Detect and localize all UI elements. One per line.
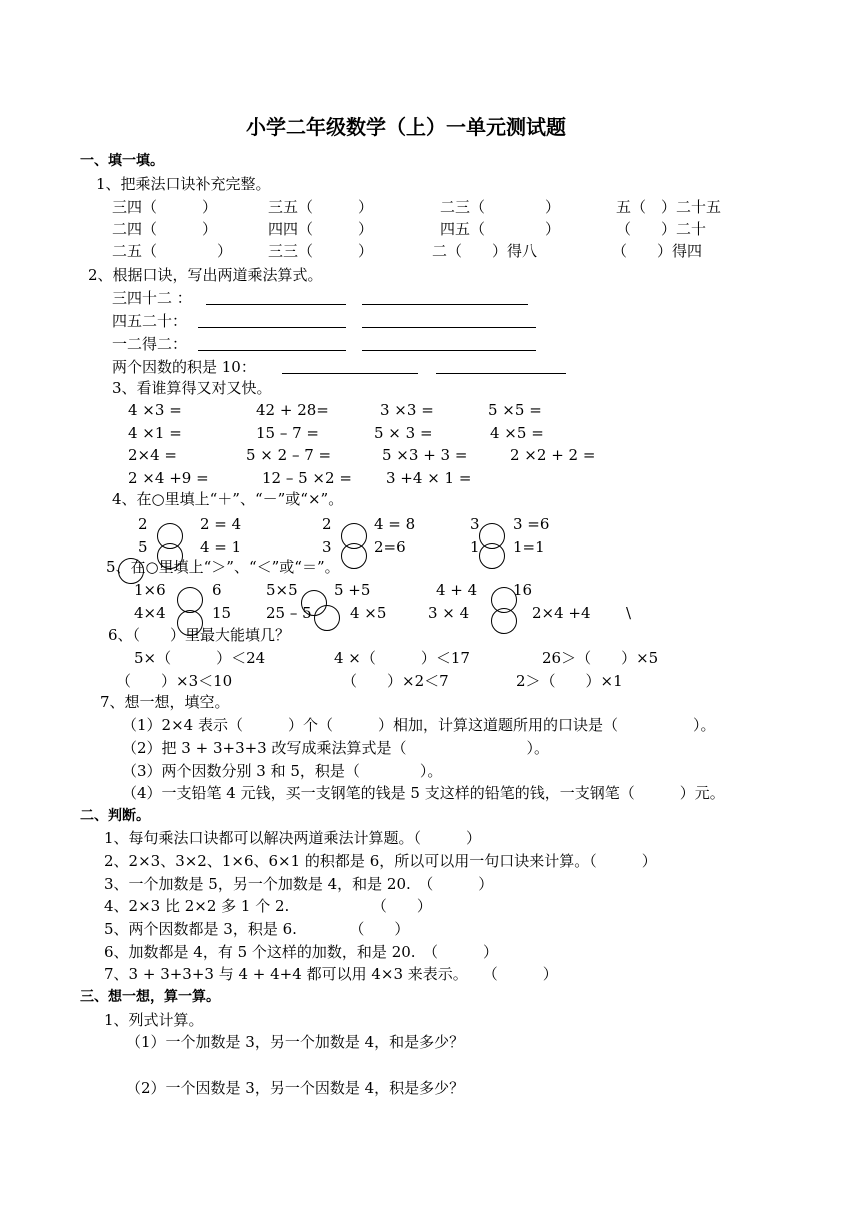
compare-item: 25 – 5: [266, 604, 312, 622]
section-heading-judge: 二、判断。: [80, 808, 150, 824]
compare-item: 4 ×5: [350, 604, 387, 622]
judge-item: 7、3 + 3+3+3 与 4 + 4+4 都可以用 4×3 来表示。 （ ）: [104, 965, 558, 983]
q2-row-label: 三四十二 ：: [112, 289, 192, 307]
compare-item: 16: [513, 581, 533, 599]
operand: 3 =6: [513, 515, 550, 533]
q2-row-label: 四五二十：: [112, 312, 188, 330]
operand: 3: [322, 538, 332, 556]
q1-cell: （ ）二十: [616, 220, 707, 238]
compare-circle[interactable]: [491, 608, 517, 634]
operand: 5: [138, 538, 148, 556]
operand: 1: [470, 538, 480, 556]
answer-line[interactable]: [436, 373, 566, 374]
compare-item: 1×6: [134, 581, 166, 599]
q6-item: （ ）×2＜7: [342, 672, 449, 690]
compare-item: 5×5: [266, 581, 298, 599]
judge-item: 2、2×3、3×2、1×6、6×1 的积都是 6，所以可以用一句口诀来计算。（ ）: [104, 852, 657, 870]
q1-cell: 四五（ ）: [440, 220, 561, 238]
operand: 2=6: [374, 538, 406, 556]
arith-item: 12 – 5 ×2 =: [262, 469, 352, 487]
arith-item: 42 + 28=: [256, 401, 329, 419]
q1-cell: 三四（ ）: [112, 198, 218, 216]
answer-line[interactable]: [198, 327, 346, 328]
judge-item: 1、每句乘法口诀都可以解决两道乘法计算题。（ ）: [104, 829, 482, 847]
q5-label: 5、在○里填上“＞”、“＜”或“＝”。: [106, 558, 340, 576]
q2-label: 2、根据口诀，写出两道乘法算式。: [88, 266, 323, 284]
judge-item: 3、一个加数是 5，另一个加数是 4，和是 20. （ ）: [104, 875, 494, 893]
q1-cell: 二五（ ）: [112, 242, 233, 260]
judge-item: 5、两个因数都是 3，积是 6. （ ）: [104, 920, 410, 938]
q1-cell: 二四（ ）: [112, 220, 218, 238]
arith-item: 5 × 3 =: [374, 424, 433, 442]
arith-item: 3 +4 × 1 =: [386, 469, 472, 487]
q7-item: （4）一支铅笔 4 元钱，买一支钢笔的钱是 5 支这样的铅笔的钱，一支钢笔（ ）元。: [122, 784, 725, 802]
word-problem: （1）一个加数是 3，另一个加数是 4，和是多少？: [126, 1033, 465, 1051]
page-title: 小学二年级数学（上）一单元测试题: [246, 115, 566, 139]
answer-line[interactable]: [362, 350, 536, 351]
compare-item: 5 +5: [334, 581, 371, 599]
judge-item: 4、2×3 比 2×2 多 1 个 2. （ ）: [104, 897, 432, 915]
arith-item: 4 ×5 =: [490, 424, 544, 442]
answer-line[interactable]: [362, 327, 536, 328]
answer-line[interactable]: [282, 373, 418, 374]
compare-circle[interactable]: [314, 605, 340, 631]
q1-cell: 二（ ）得八: [432, 242, 538, 260]
compare-item: 2×4 +4: [532, 604, 591, 622]
q6-label: 6、（ ）里最大能填几？: [108, 626, 291, 644]
operand: 1=1: [513, 538, 545, 556]
stray-mark: \: [626, 604, 632, 622]
operand: 2: [138, 515, 148, 533]
section-heading-calc: 三、想一想，算一算。: [80, 989, 220, 1005]
operand: 4 = 1: [200, 538, 242, 556]
compare-item: 4 + 4: [436, 581, 478, 599]
q7-item: （2）把 3 + 3+3+3 改写成乘法算式是（ ）。: [122, 739, 549, 757]
compare-item: 3 × 4: [428, 604, 470, 622]
arith-item: 2×4 =: [128, 446, 177, 464]
arith-item: 5 ×5 =: [488, 401, 542, 419]
word-problem: （2）一个因数是 3，另一个因数是 4，积是多少？: [126, 1079, 465, 1097]
q1-label: 1、把乘法口诀补充完整。: [96, 175, 271, 193]
answer-line[interactable]: [362, 304, 528, 305]
q1-cell: 四四（ ）: [268, 220, 374, 238]
q1-cell: 三五（ ）: [268, 198, 374, 216]
operand: 4 = 8: [374, 515, 416, 533]
answer-line[interactable]: [206, 304, 346, 305]
q2-row-label: 两个因数的积是 10：: [112, 358, 256, 376]
arith-item: 15 – 7 =: [256, 424, 320, 442]
q1-cell: 三三（ ）: [268, 242, 374, 260]
q4-label: 4、在○里填上“＋”、“－”或“×”。: [112, 490, 344, 508]
judge-item: 6、加数都是 4，有 5 个这样的加数，和是 20. （ ）: [104, 943, 499, 961]
compare-item: 15: [212, 604, 232, 622]
arith-item: 4 ×1 =: [128, 424, 182, 442]
q7-item: （3）两个因数分别 3 和 5，积是（ ）。: [122, 762, 443, 780]
arith-item: 4 ×3 =: [128, 401, 182, 419]
q2-row-label: 一二得二：: [112, 335, 188, 353]
q7-item: （1）2×4 表示（ ）个（ ）相加，计算这道题所用的口诀是（ ）。: [122, 716, 716, 734]
q1-cell: 五（ ）二十五: [616, 198, 722, 216]
q6-item: 5×（ ）＜24: [134, 649, 266, 667]
section-heading-fill: 一、填一填。: [80, 153, 164, 169]
operand: 3: [470, 515, 480, 533]
arith-item: 2 ×4 +9 =: [128, 469, 209, 487]
operator-circle[interactable]: [479, 543, 505, 569]
q6-item: （ ）×3＜10: [116, 672, 233, 690]
s3-q1-label: 1、列式计算。: [104, 1011, 204, 1029]
compare-item: 6: [212, 581, 222, 599]
answer-line[interactable]: [198, 350, 346, 351]
q7-label: 7、想一想，填空。: [100, 693, 230, 711]
arith-item: 2 ×2 + 2 =: [510, 446, 596, 464]
q6-item: 26＞（ ）×5: [542, 649, 659, 667]
q6-item: 4 ×（ ）＜17: [334, 649, 470, 667]
arith-item: 5 × 2 – 7 =: [246, 446, 332, 464]
q1-cell: （ ）得四: [612, 242, 703, 260]
arith-item: 3 ×3 =: [380, 401, 434, 419]
q3-label: 3、看谁算得又对又快。: [112, 379, 272, 397]
arith-item: 5 ×3 + 3 =: [382, 446, 468, 464]
compare-circle[interactable]: [118, 558, 144, 584]
q1-cell: 二三（ ）: [440, 198, 561, 216]
compare-item: 4×4: [134, 604, 166, 622]
q6-item: 2＞（ ）×1: [516, 672, 623, 690]
operator-circle[interactable]: [341, 543, 367, 569]
operand: 2: [322, 515, 332, 533]
operand: 2 = 4: [200, 515, 242, 533]
